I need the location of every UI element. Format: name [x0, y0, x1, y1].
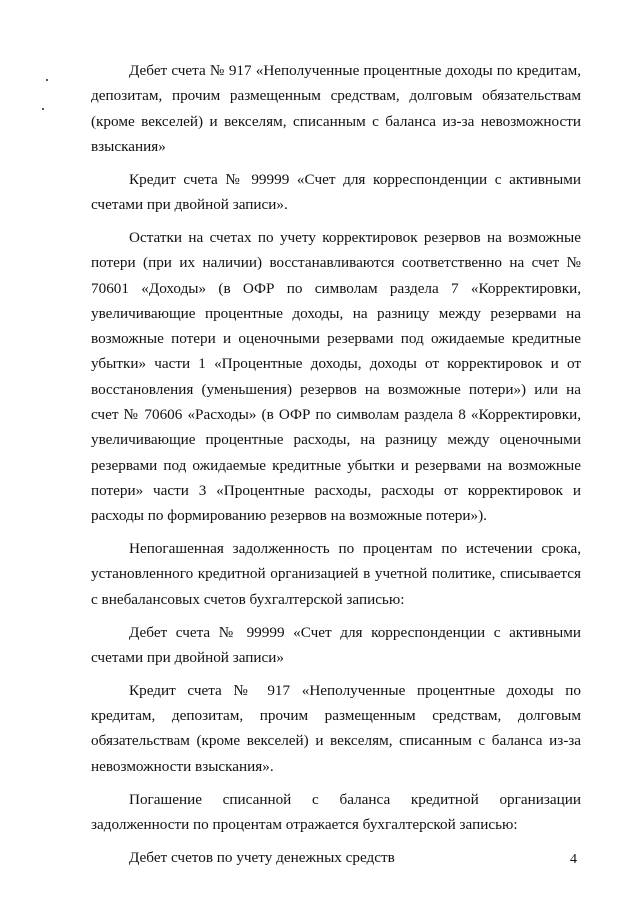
paragraph: Дебет счета № 99999 «Счет для корреспонденции с активными счетами при двойной записи» — [91, 623, 581, 666]
scan-mark — [46, 79, 48, 81]
paragraph: Непогашенная задолженность по процентам по истечении срока, установленного кредитной организацией в учетной политике, списывается с внебалансовых счетов бухгалтерской записью: — [91, 540, 581, 608]
paragraph: Кредит счета № 99999 «Счет для корреспонденции с активными счетами при двойной записи». — [91, 170, 581, 214]
paragraph: Дебет счета № 917 «Неполученные процентные доходы по кредитам, депозитам, прочим размещенным средствам, долговым обязательствам (кроме векселей) и векселям, списанным с баланса из-за невозможности взыскания» — [91, 62, 581, 155]
body-text — [91, 58, 581, 878]
paragraph: Дебет счетов по учету денежных средств — [129, 848, 395, 866]
paragraph: Кредит счета № 917 «Неполученные процентные доходы по кредитам, депозитам, прочим размещенным средствам, долговым обязательствам (кроме векселей) и векселям, списанным с баланса из-за невозможности взыскания». — [91, 681, 581, 775]
scan-mark — [42, 108, 44, 110]
paragraph: Остатки на счетах по учету корректировок резервов на возможные потери (при их наличии) восстанавливаются соответственно на счет № 70601 «Доходы» (в ОФР по символам раздела 7 «Корректировки, увеличивающие процентные доходы, на разницу между резервами на возможные потери и оценочными резервами под ожидаемые кредитные убытки» части 1 «Процентные доходы, доходы от корректировок и от восстановления (уменьшения) резервов на возможные потери») или на счет № 70606 «Расходы» (в ОФР по символам раздела 8 «Корректировки, увеличивающие процентные расходы, на разницу между оценочными резервами под ожидаемые кредитные убытки и резервами на возможные потери» части 3 «Процентные расходы, расходы от корректировок и расходы по формированию резервов на возможные потери»). — [91, 228, 581, 525]
paragraph: Погашение списанной с баланса кредитной организации задолженности по процентам отражается бухгалтерской записью: — [91, 790, 581, 833]
page-number: 4 — [570, 852, 577, 867]
